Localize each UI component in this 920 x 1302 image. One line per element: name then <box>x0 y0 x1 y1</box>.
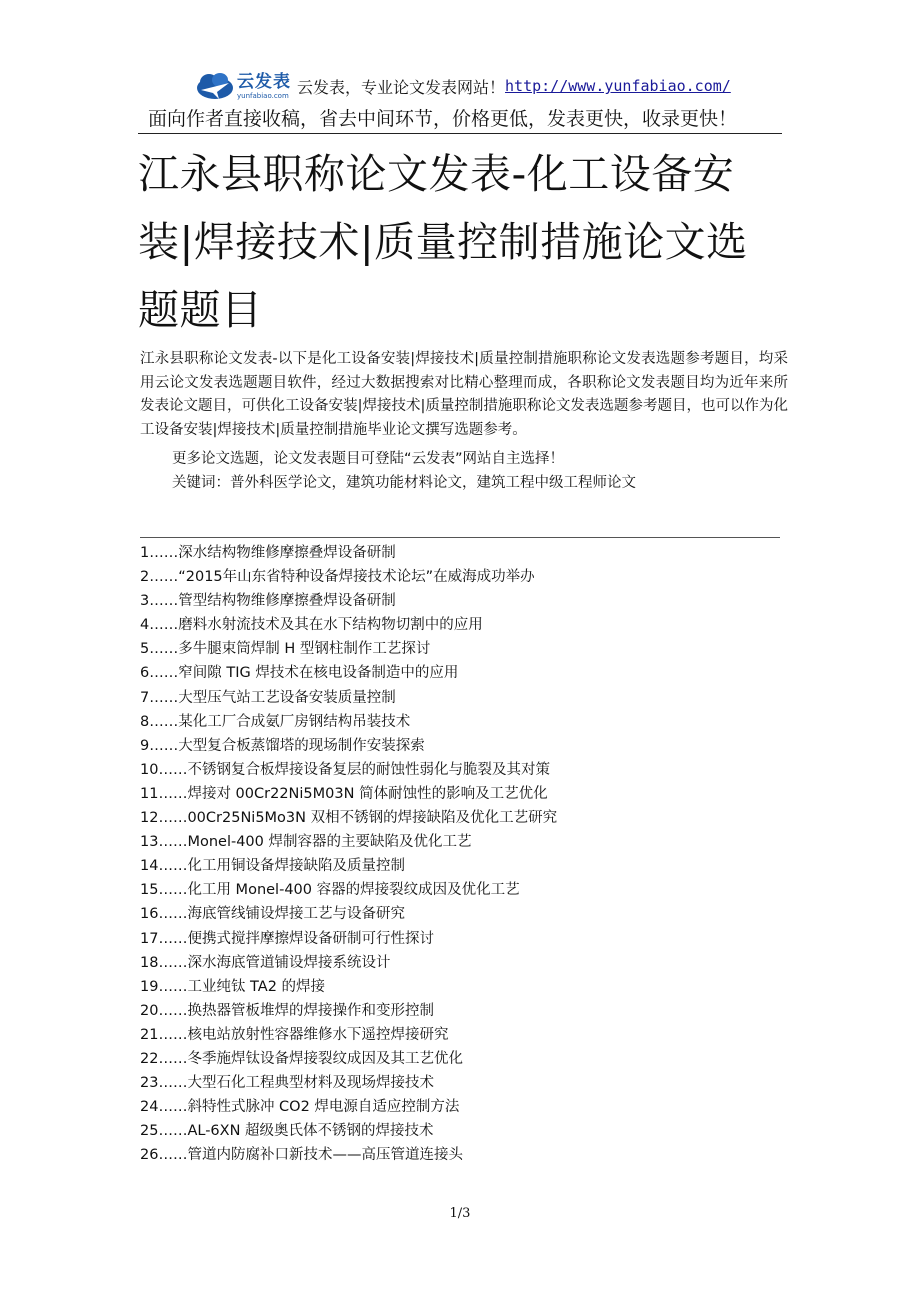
topic-item <box>140 975 557 999</box>
topic-text: 海底管线铺设焊接工艺与设备研究 <box>187 906 405 923</box>
topic-text: 冬季施焊钛设备焊接裂纹成因及其工艺优化 <box>187 1050 463 1067</box>
topic-number: 7 <box>140 689 150 706</box>
topic-text: 深水结构物维修摩擦叠焊设备研制 <box>178 545 396 561</box>
topic-number: 9 <box>140 737 150 754</box>
topic-item <box>140 613 557 637</box>
topic-text: 某化工厂合成氨厂房钢结构吊装技术 <box>178 713 411 730</box>
topic-text: 化工用 Monel-400 容器的焊接裂纹成因及优化工艺 <box>187 882 520 899</box>
list-divider <box>140 537 780 538</box>
topic-separator: …… <box>158 1002 188 1019</box>
topic-number: 24 <box>140 1099 159 1116</box>
topic-item <box>140 1143 557 1167</box>
page-number: 1/3 <box>449 1206 471 1221</box>
topic-separator: …… <box>158 954 188 971</box>
topic-separator: …… <box>158 1050 188 1067</box>
topic-separator: …… <box>149 737 179 754</box>
topic-item <box>140 710 557 734</box>
topic-number: 6 <box>140 665 150 682</box>
topic-text: 深水海底管道铺设焊接系统设计 <box>187 954 391 971</box>
topic-number: 16 <box>140 906 159 923</box>
more-topics-note: 更多论文选题，论文发表题目可登陆“云发表”网站自主选择！ <box>172 451 565 467</box>
topic-list <box>140 541 557 1167</box>
topic-item <box>140 830 557 854</box>
topic-text: 大型复合板蒸馏塔的现场制作安装探索 <box>178 737 425 754</box>
topic-number: 26 <box>140 1147 159 1164</box>
topic-text: 大型石化工程典型材料及现场焊接技术 <box>187 1075 434 1092</box>
topic-item <box>140 541 557 565</box>
topic-separator: …… <box>158 978 188 995</box>
topic-text: 不锈钢复合板焊接设备复层的耐蚀性弱化与脆裂及其对策 <box>187 761 550 778</box>
topic-item <box>140 927 557 951</box>
topic-item <box>140 686 557 710</box>
topic-text: 多牛腿束筒焊制 H 型钢柱制作工艺探讨 <box>178 641 431 658</box>
topic-number: 10 <box>140 761 159 778</box>
topic-item <box>140 637 557 661</box>
document-title: 江永县职称论文发表-化工设备安装|焊接技术|质量控制措施论文选题题目 <box>138 150 748 334</box>
topic-text: 管型结构物维修摩擦叠焊设备研制 <box>178 593 396 610</box>
topic-number: 12 <box>140 810 159 827</box>
topic-text: 大型压气站工艺设备安装质量控制 <box>178 689 396 706</box>
topic-separator: …… <box>149 617 179 634</box>
topic-text: 换热器管板堆焊的焊接操作和变形控制 <box>187 1002 434 1019</box>
topic-text: 斜特性式脉冲 CO2 焊电源自适应控制方法 <box>187 1099 460 1116</box>
keywords-line: 关键词：普外科医学论文，建筑功能材料论文，建筑工程中级工程师论文 <box>172 475 636 491</box>
header-subtitle: 面向作者直接收稿，省去中间环节，价格更低，发表更快，收录更快！ <box>148 108 738 130</box>
topic-separator: …… <box>149 665 179 682</box>
topic-separator: …… <box>158 1123 188 1140</box>
topic-item <box>140 1071 557 1095</box>
site-link[interactable]: http://www.yunfabiao.com/ <box>505 77 731 95</box>
topic-text: 00Cr25Ni5Mo3N 双相不锈钢的焊接缺陷及优化工艺研究 <box>187 810 558 827</box>
logo-domain: yunfabiao.com <box>237 91 289 100</box>
header-divider <box>138 133 782 134</box>
topic-item <box>140 565 557 589</box>
topic-item <box>140 782 557 806</box>
cloud-plane-icon <box>195 68 235 104</box>
intro-paragraph: 江永县职称论文发表-以下是化工设备安装|焊接技术|质量控制措施职称论文发表选题参考题目，均采用云论文发表选题题目软件，经过大数据搜索对比精心整理而成，各职称论文发表题目均为近年来所发表论文题目，可供化工设备安装|焊接技术|质量控制措施职称论文发表选题参考题目，也可以作为化工设备安装|焊接技术|质量控制措施毕业论文撰写选题参考。 <box>140 351 788 438</box>
topic-item <box>140 806 557 830</box>
topic-item <box>140 1047 557 1071</box>
topic-text: 焊接对 00Cr22Ni5M03N 简体耐蚀性的影响及工艺优化 <box>187 785 548 802</box>
topic-number: 1 <box>140 545 150 561</box>
site-tagline: 云发表，专业论文发表网站！ <box>297 77 506 97</box>
topic-item <box>140 758 557 782</box>
topic-number: 5 <box>140 641 150 658</box>
topic-separator: …… <box>158 1099 188 1116</box>
topic-number: 2 <box>140 569 150 586</box>
topic-item <box>140 661 557 685</box>
topic-item <box>140 902 557 926</box>
topic-number: 25 <box>140 1123 159 1140</box>
topic-separator: …… <box>158 785 188 802</box>
topic-item <box>140 1095 557 1119</box>
site-header <box>195 68 731 104</box>
site-logo[interactable] <box>195 68 291 104</box>
topic-number: 19 <box>140 978 159 995</box>
topic-text: 核电站放射性容器维修水下遥控焊接研究 <box>187 1026 449 1043</box>
topic-item <box>140 1119 557 1143</box>
topic-separator: …… <box>158 810 188 827</box>
topic-separator: …… <box>158 834 188 851</box>
topic-separator: …… <box>158 906 188 923</box>
topic-separator: …… <box>158 761 188 778</box>
topic-text: 工业纯钛 TA2 的焊接 <box>187 978 326 995</box>
topic-separator: …… <box>149 545 179 561</box>
topic-separator: …… <box>149 689 179 706</box>
topic-separator: …… <box>158 1075 188 1092</box>
topic-text: 窄间隙 TIG 焊技术在核电设备制造中的应用 <box>178 665 459 682</box>
topic-separator: …… <box>158 1147 188 1164</box>
logo-name: 云发表 <box>237 71 291 92</box>
topic-item <box>140 878 557 902</box>
topic-text: “2015年山东省特种设备焊接技术论坛”在威海成功举办 <box>178 569 535 586</box>
topic-separator: …… <box>149 569 179 586</box>
topic-number: 11 <box>140 785 159 802</box>
topic-separator: …… <box>158 930 188 947</box>
topic-separator: …… <box>158 858 188 875</box>
topic-item <box>140 1023 557 1047</box>
topic-text: AL-6XN 超级奥氏体不锈钢的焊接技术 <box>187 1123 434 1140</box>
topic-text: 便携式搅拌摩擦焊设备研制可行性探讨 <box>187 930 434 947</box>
topic-number: 4 <box>140 617 150 634</box>
topic-item <box>140 734 557 758</box>
topic-item <box>140 854 557 878</box>
topic-number: 14 <box>140 858 159 875</box>
topic-number: 20 <box>140 1002 159 1019</box>
topic-separator: …… <box>158 882 188 899</box>
topic-item <box>140 589 557 613</box>
topic-separator: …… <box>149 641 179 658</box>
topic-number: 18 <box>140 954 159 971</box>
topic-number: 15 <box>140 882 159 899</box>
topic-number: 23 <box>140 1075 159 1092</box>
topic-text: 磨料水射流技术及其在水下结构物切割中的应用 <box>178 617 483 634</box>
topic-item <box>140 999 557 1023</box>
topic-separator: …… <box>158 1026 188 1043</box>
topic-separator: …… <box>149 713 179 730</box>
topic-text: Monel-400 焊制容器的主要缺陷及优化工艺 <box>187 834 472 851</box>
topic-item <box>140 951 557 975</box>
topic-number: 8 <box>140 713 150 730</box>
topic-number: 21 <box>140 1026 159 1043</box>
topic-separator: …… <box>149 593 179 610</box>
topic-number: 13 <box>140 834 159 851</box>
topic-number: 17 <box>140 930 159 947</box>
topic-number: 22 <box>140 1050 159 1067</box>
topic-text: 管道内防腐补口新技术——高压管道连接头 <box>187 1147 463 1164</box>
topic-number: 3 <box>140 593 150 610</box>
topic-text: 化工用铜设备焊接缺陷及质量控制 <box>187 858 405 875</box>
